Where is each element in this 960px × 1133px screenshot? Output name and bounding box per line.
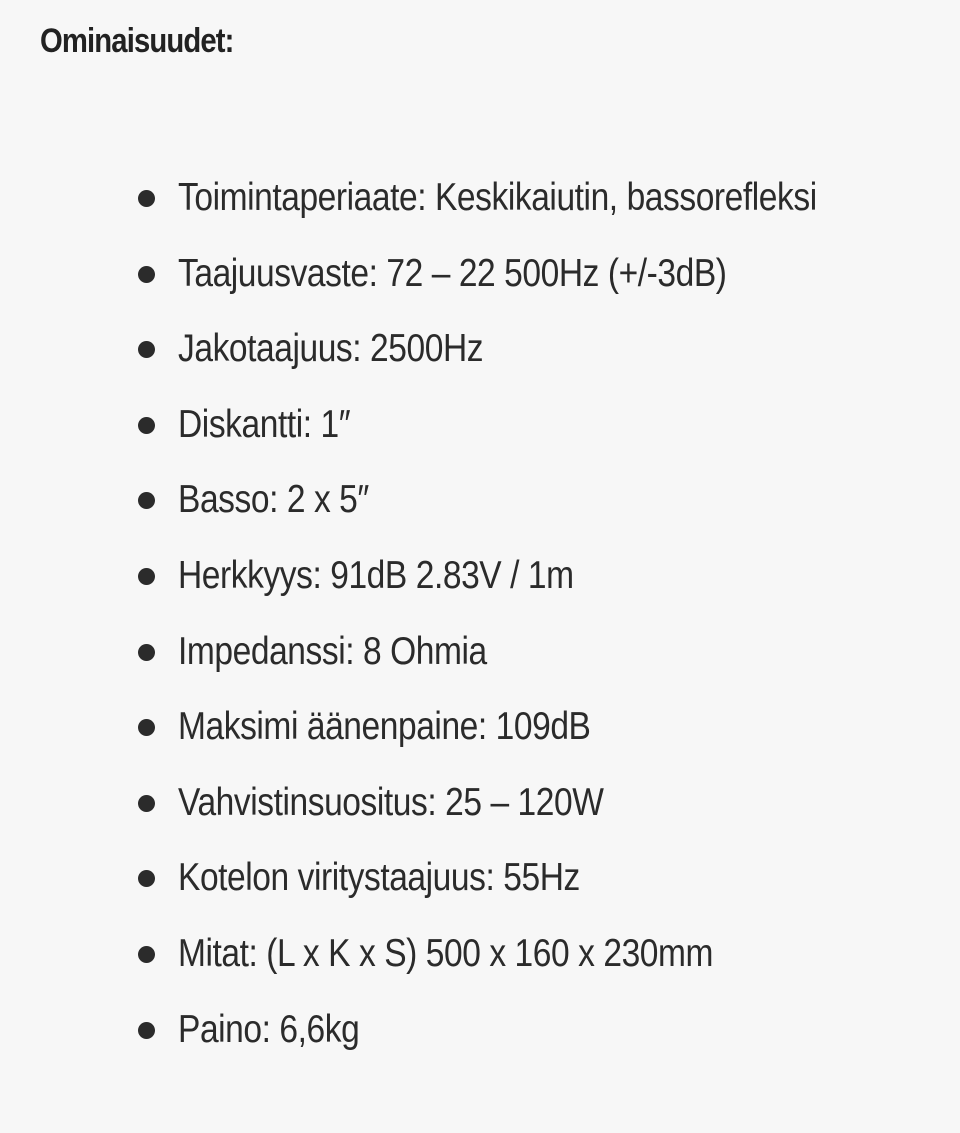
spec-text: Mitat: (L x K x S) 500 x 160 x 230mm [178, 931, 714, 975]
spec-text: Impedanssi: 8 Ohmia [178, 629, 487, 673]
spec-item [0, 614, 960, 690]
spec-text: Kotelon viritystaajuus: 55Hz [178, 856, 580, 900]
spec-item [0, 160, 960, 236]
spec-text: Maksimi äänenpaine: 109dB [178, 705, 591, 749]
spec-text: Herkkyys: 91dB 2.83V / 1m [178, 553, 574, 597]
spec-text: Jakotaajuus: 2500Hz [178, 327, 484, 371]
section-heading: Ominaisuudet: [40, 22, 234, 60]
spec-text: Basso: 2 x 5″ [178, 478, 369, 522]
bullet-icon [138, 341, 155, 358]
spec-item [0, 538, 960, 614]
spec-item [0, 916, 960, 992]
bullet-icon [138, 644, 155, 661]
spec-text: Taajuusvaste: 72 – 22 500Hz (+/-3dB) [178, 251, 727, 295]
spec-item [0, 840, 960, 916]
spec-text: Toimintaperiaate: Keskikaiutin, bassorefleksi [178, 176, 817, 219]
bullet-icon [138, 946, 155, 963]
bullet-icon [138, 417, 155, 434]
spec-item [0, 311, 960, 387]
spec-item [0, 387, 960, 463]
spec-list [0, 160, 960, 1067]
spec-item [0, 765, 960, 841]
spec-text: Paino: 6,6kg [178, 1007, 360, 1051]
bullet-icon [138, 719, 155, 736]
bullet-icon [138, 190, 155, 207]
bullet-icon [138, 568, 155, 585]
bullet-icon [138, 870, 155, 887]
spec-item [0, 689, 960, 765]
bullet-icon [138, 266, 155, 283]
spec-item [0, 992, 960, 1068]
spec-text: Vahvistinsuositus: 25 – 120W [178, 780, 604, 824]
spec-item [0, 462, 960, 538]
bullet-icon [138, 1022, 155, 1039]
spec-item [0, 236, 960, 312]
bullet-icon [138, 795, 155, 812]
bullet-icon [138, 492, 155, 509]
spec-text: Diskantti: 1″ [178, 402, 351, 446]
